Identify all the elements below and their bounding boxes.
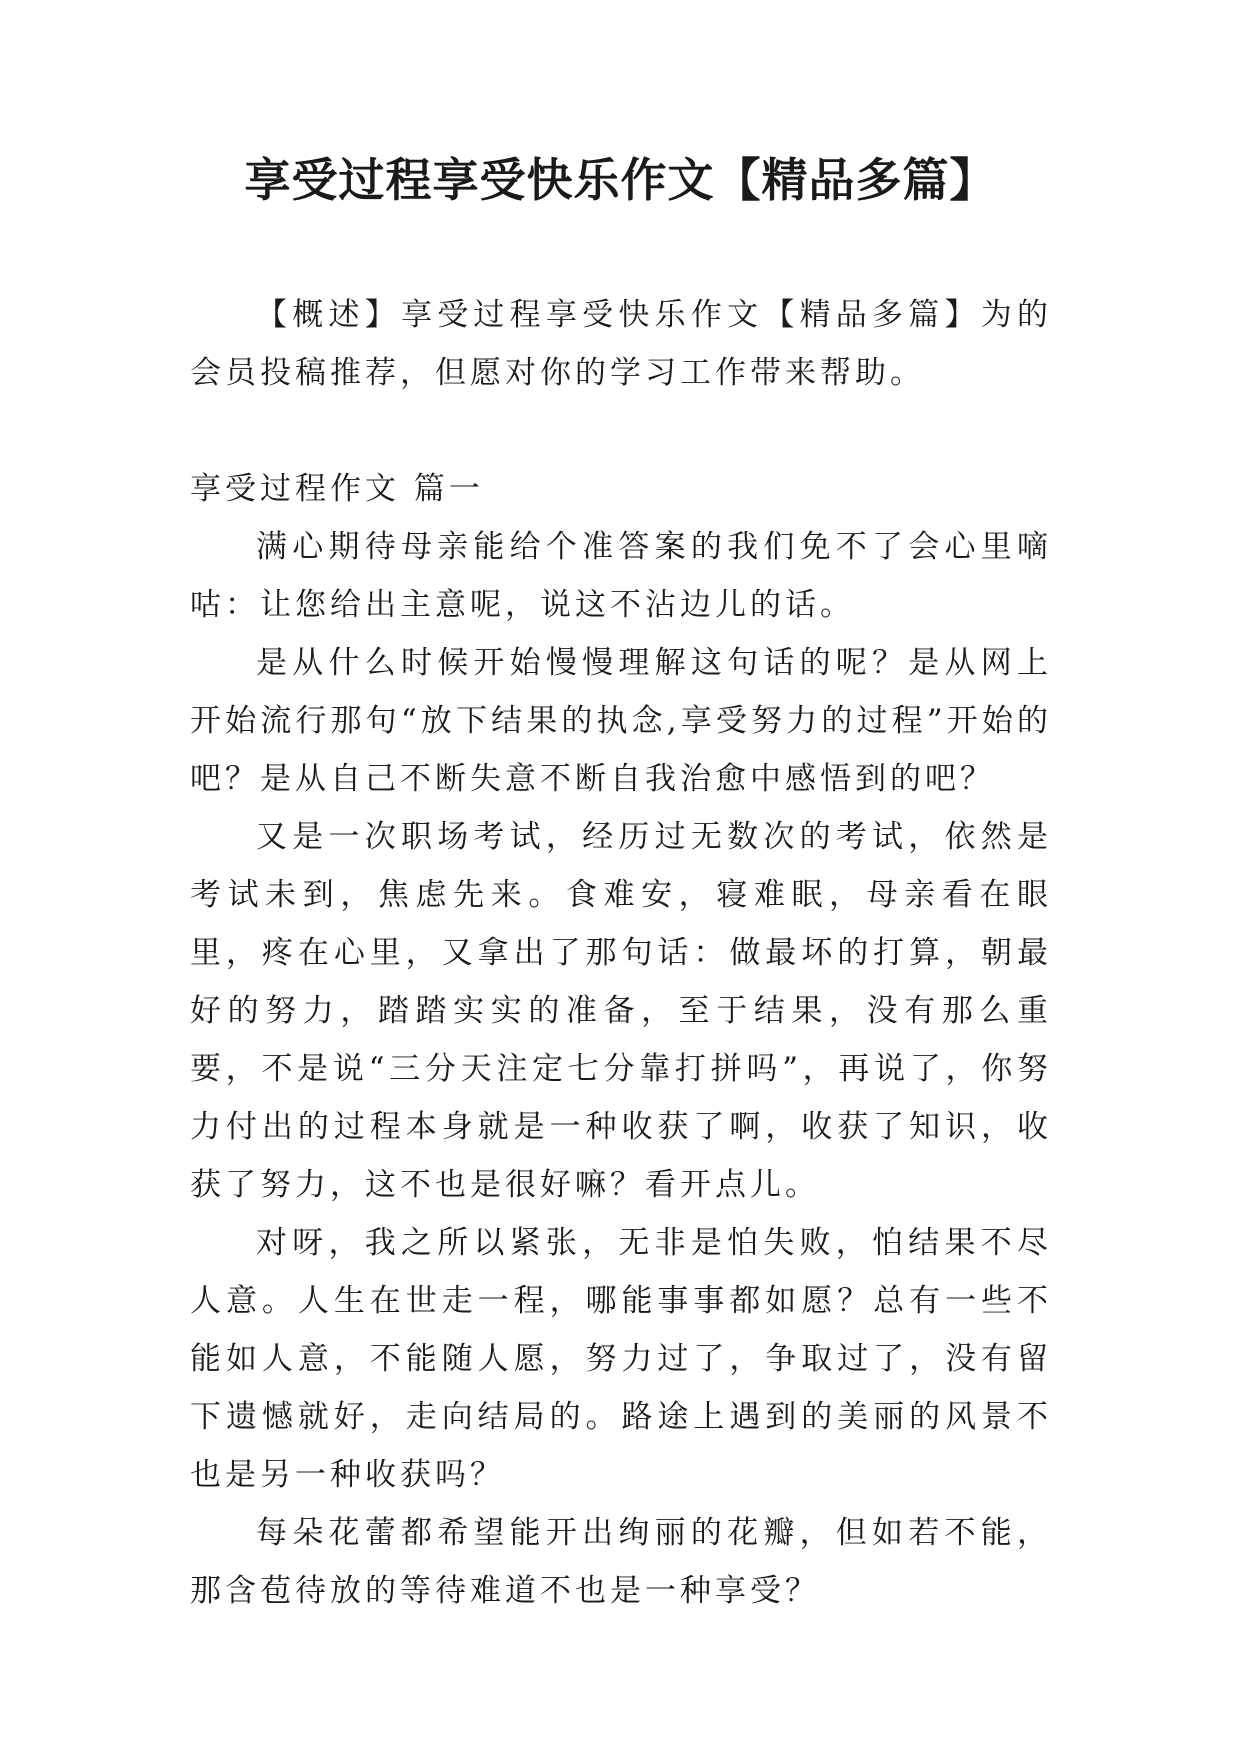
document-title: 享受过程享受快乐作文【精品多篇】: [244, 153, 997, 207]
body-paragraph: 每朵花蕾都希望能开出绚丽的花瓣，但如若不能，那含苞待放的等待难道不也是一种享受？: [190, 1515, 1052, 1609]
body-paragraph: 满心期待母亲能给个准答案的我们免不了会心里嘀咕：让您给出主意呢，说这不沾边儿的话。: [190, 529, 1052, 623]
document-body: [190, 460, 1052, 1620]
body-paragraph: 是从什么时候开始慢慢理解这句话的呢？是从网上开始流行那句“放下结果的执念,享受努力的过程”开始的吧？是从自己不断失意不断自我治愈中感悟到的吧？: [190, 645, 1052, 797]
summary-paragraph: 【概述】享受过程享受快乐作文【精品多篇】为的会员投稿推荐，但愿对你的学习工作带来帮助。: [190, 297, 1052, 391]
body-paragraph: 又是一次职场考试，经历过无数次的考试，依然是考试未到，焦虑先来。食难安，寝难眠，母亲看在眼里，疼在心里，又拿出了那句话：做最坏的打算，朝最好的努力，踏踏实实的准备，至于结果，没有那么重要，不是说“三分天注定七分靠打拼吗”，再说了，你努力付出的过程本身就是一种收获了啊，收获了知识，收获了努力，这不也是很好嘛？看开点儿。: [190, 819, 1052, 1203]
section-heading: 享受过程作文 篇一: [190, 471, 484, 507]
body-paragraph: 对呀，我之所以紧张，无非是怕失败，怕结果不尽人意。人生在世走一程，哪能事事都如愿？总有一些不能如人意，不能随人愿，努力过了，争取过了，没有留下遗憾就好，走向结局的。路途上遇到的美丽的风景不也是另一种收获吗？: [190, 1225, 1052, 1493]
